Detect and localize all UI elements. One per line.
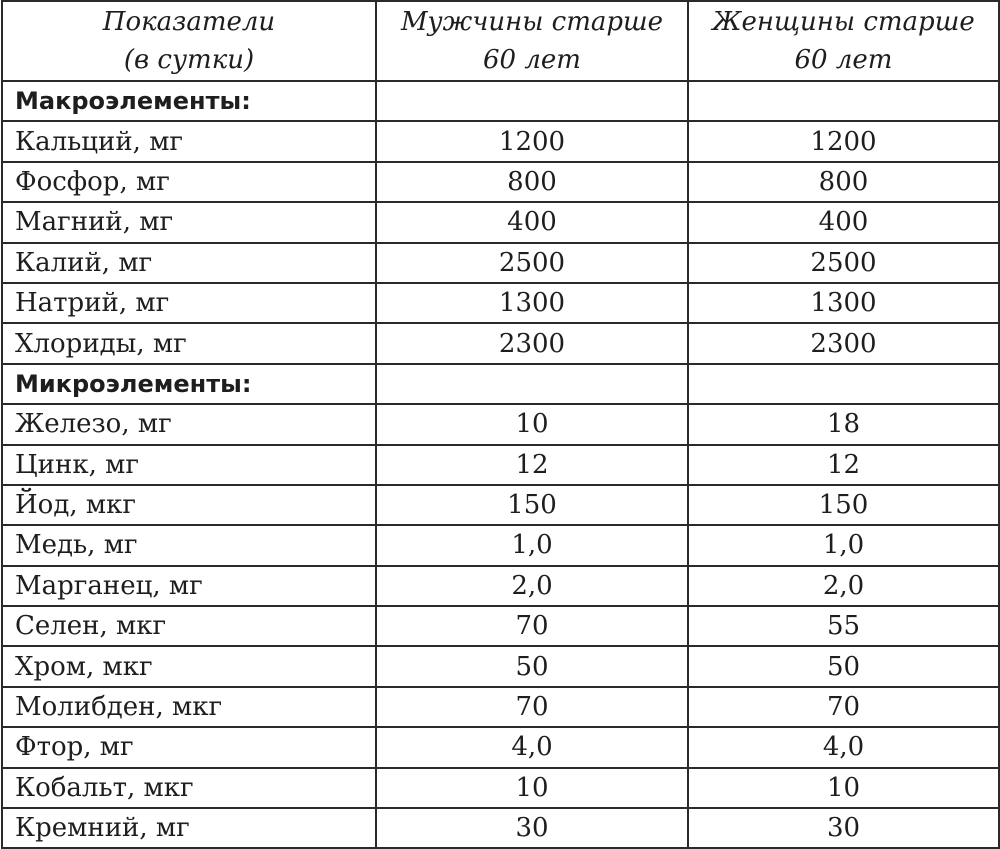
nutrient-name: Фосфор, мг: [2, 162, 376, 202]
nutrient-norms-table: [1, 0, 1000, 849]
men-value: 50: [376, 646, 688, 686]
nutrient-name: Селен, мкг: [2, 606, 376, 646]
header-women: [688, 1, 999, 81]
nutrient-name: Молибден, мкг: [2, 687, 376, 727]
table-row: [2, 162, 999, 202]
nutrient-name: Фтор, мг: [2, 727, 376, 767]
men-value: 70: [376, 606, 688, 646]
nutrient-name: Марганец, мг: [2, 566, 376, 606]
table-row: [2, 283, 999, 323]
table-row: [2, 727, 999, 767]
header-men: [376, 1, 688, 81]
women-value: 800: [688, 162, 999, 202]
nutrient-name: Магний, мг: [2, 202, 376, 242]
men-value: 1,0: [376, 525, 688, 565]
table-row: [2, 808, 999, 848]
men-value: 800: [376, 162, 688, 202]
men-value: 2,0: [376, 566, 688, 606]
header-indicator: [2, 1, 376, 81]
nutrient-name: Калий, мг: [2, 243, 376, 283]
men-value: 2500: [376, 243, 688, 283]
nutrient-name: Кобальт, мкг: [2, 768, 376, 808]
women-value: 10: [688, 768, 999, 808]
women-value: 70: [688, 687, 999, 727]
section-title: Микроэлементы:: [2, 364, 376, 404]
nutrient-name: Йод, мкг: [2, 485, 376, 525]
men-value: 1300: [376, 283, 688, 323]
women-value: 55: [688, 606, 999, 646]
header-women-line1: Женщины старше: [712, 7, 975, 37]
nutrient-name: Медь, мг: [2, 525, 376, 565]
men-value: [376, 81, 688, 121]
men-value: 400: [376, 202, 688, 242]
men-value: 4,0: [376, 727, 688, 767]
table-row: [2, 768, 999, 808]
men-value: 2300: [376, 323, 688, 363]
table-row: [2, 566, 999, 606]
section-title: Макроэлементы:: [2, 81, 376, 121]
men-value: 150: [376, 485, 688, 525]
section-row: [2, 81, 999, 121]
women-value: 30: [688, 808, 999, 848]
women-value: 1300: [688, 283, 999, 323]
women-value: [688, 81, 999, 121]
men-value: 10: [376, 768, 688, 808]
women-value: 400: [688, 202, 999, 242]
women-value: 2,0: [688, 566, 999, 606]
table-row: [2, 404, 999, 444]
women-value: 18: [688, 404, 999, 444]
women-value: 12: [688, 445, 999, 485]
table-header: [2, 1, 999, 81]
table-row: [2, 646, 999, 686]
women-value: 50: [688, 646, 999, 686]
table-row: [2, 445, 999, 485]
nutrient-name: Кальций, мг: [2, 121, 376, 161]
men-value: 70: [376, 687, 688, 727]
men-value: 1200: [376, 121, 688, 161]
women-value: 150: [688, 485, 999, 525]
table-row: [2, 485, 999, 525]
women-value: 4,0: [688, 727, 999, 767]
nutrient-name: Цинк, мг: [2, 445, 376, 485]
header-indicator-line2: (в сутки): [123, 45, 255, 75]
table-row: [2, 525, 999, 565]
header-women-line2: 60 лет: [794, 45, 893, 75]
table-row: [2, 323, 999, 363]
men-value: [376, 364, 688, 404]
table-row: [2, 121, 999, 161]
nutrient-name: Хлориды, мг: [2, 323, 376, 363]
table-row: [2, 202, 999, 242]
table-row: [2, 606, 999, 646]
women-value: 2500: [688, 243, 999, 283]
nutrient-name: Хром, мкг: [2, 646, 376, 686]
header-indicator-line1: Показатели: [102, 7, 276, 37]
table-body: [2, 81, 999, 848]
men-value: 10: [376, 404, 688, 444]
nutrient-name: Натрий, мг: [2, 283, 376, 323]
women-value: 1200: [688, 121, 999, 161]
men-value: 12: [376, 445, 688, 485]
nutrient-name: Кремний, мг: [2, 808, 376, 848]
header-row: [2, 1, 999, 81]
table-row: [2, 687, 999, 727]
nutrient-name: Железо, мг: [2, 404, 376, 444]
men-value: 30: [376, 808, 688, 848]
section-row: [2, 364, 999, 404]
header-men-line1: Мужчины старше: [400, 7, 664, 37]
women-value: 2300: [688, 323, 999, 363]
women-value: 1,0: [688, 525, 999, 565]
header-men-line2: 60 лет: [483, 45, 581, 75]
women-value: [688, 364, 999, 404]
table-row: [2, 243, 999, 283]
